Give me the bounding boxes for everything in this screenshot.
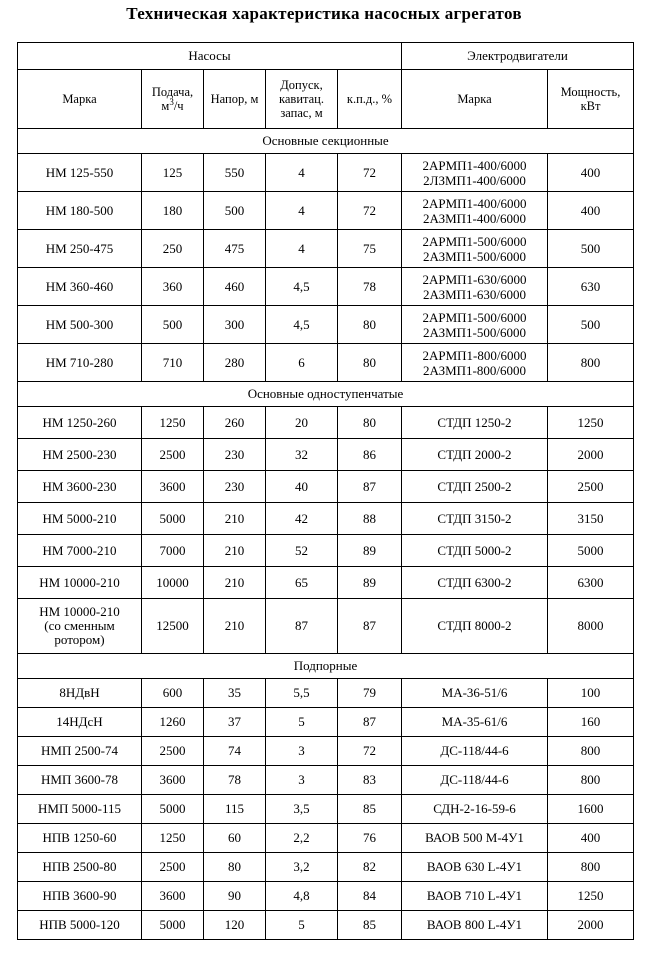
flow-cell: 10000 [142, 567, 204, 599]
npsh-cell: 3,2 [266, 853, 338, 882]
flow-cell: 12500 [142, 599, 204, 654]
pump-brand-cell [18, 306, 142, 344]
head-cell: 260 [204, 407, 266, 439]
power-cell: 800 [548, 344, 634, 382]
pump-brand: НМП 3600-78 [41, 772, 118, 787]
table-row [18, 535, 634, 567]
pump-specs-table [17, 42, 634, 940]
pump-brand: НМП 2500-74 [41, 743, 118, 758]
power-cell: 800 [548, 737, 634, 766]
motor-brand-cell [402, 407, 548, 439]
npsh-cell: 32 [266, 439, 338, 471]
table-row [18, 708, 634, 737]
efficiency-cell: 87 [338, 471, 402, 503]
pump-brand: НМ 10000-210 [39, 604, 120, 619]
pump-brand: (со сменным [44, 618, 115, 633]
pump-brand: НМ 7000-210 [42, 542, 117, 558]
table-row [18, 503, 634, 535]
motor-brand: СТДП 1250-2 [437, 414, 512, 430]
pump-brand: НМ 1250-260 [42, 414, 117, 430]
power-cell: 5000 [548, 535, 634, 567]
power-cell: 6300 [548, 567, 634, 599]
pump-brand-cell [18, 708, 142, 737]
motor-brand-cell [402, 708, 548, 737]
power-cell: 400 [548, 192, 634, 230]
efficiency-cell: 89 [338, 567, 402, 599]
motor-brand: СТДП 2000-2 [437, 446, 512, 462]
head-cell: 300 [204, 306, 266, 344]
motor-brand: СТДП 5000-2 [437, 542, 512, 558]
pump-brand: НПВ 1250-60 [42, 830, 117, 845]
pump-brand-cell [18, 567, 142, 599]
table-row [18, 154, 634, 192]
power-cell: 630 [548, 268, 634, 306]
motor-brand-alt: 2АЗМП1-500/6000 [423, 248, 526, 264]
flow-cell: 180 [142, 192, 204, 230]
efficiency-cell: 84 [338, 882, 402, 911]
pump-brand-cell [18, 766, 142, 795]
pump-brand: НМ 180-500 [45, 202, 114, 218]
header-power: Мощность, кВт [548, 70, 634, 129]
flow-cell: 710 [142, 344, 204, 382]
pump-brand-cell [18, 407, 142, 439]
motor-brand: 2АРМП1-400/6000 [422, 157, 527, 173]
npsh-cell: 2,2 [266, 824, 338, 853]
motor-brand-cell [402, 911, 548, 940]
efficiency-cell: 76 [338, 824, 402, 853]
table-row [18, 471, 634, 503]
pump-brand-cell [18, 737, 142, 766]
motor-brand: 2АРМП1-400/6000 [422, 195, 527, 211]
table-row [18, 344, 634, 382]
npsh-cell: 4,5 [266, 306, 338, 344]
motor-brand-cell [402, 824, 548, 853]
motor-brand: ДС-118/44-6 [440, 743, 509, 758]
motor-brand-cell [402, 535, 548, 567]
flow-cell: 1250 [142, 407, 204, 439]
motor-brand-cell [402, 154, 548, 192]
pump-brand-cell [18, 882, 142, 911]
head-cell: 210 [204, 599, 266, 654]
motor-brand-cell [402, 766, 548, 795]
header-efficiency: к.п.д., % [338, 70, 402, 129]
npsh-cell: 87 [266, 599, 338, 654]
pump-brand-cell [18, 535, 142, 567]
motor-brand: ДС-118/44-6 [440, 772, 509, 787]
head-cell: 37 [204, 708, 266, 737]
npsh-cell: 42 [266, 503, 338, 535]
table-row [18, 766, 634, 795]
motor-brand-alt: 2АЗМП1-800/6000 [423, 362, 526, 378]
flow-cell: 500 [142, 306, 204, 344]
efficiency-cell: 86 [338, 439, 402, 471]
table-row [18, 599, 634, 654]
npsh-cell: 4 [266, 154, 338, 192]
section-header-row [18, 129, 634, 154]
power-cell: 2500 [548, 471, 634, 503]
motor-brand-cell [402, 439, 548, 471]
npsh-cell: 6 [266, 344, 338, 382]
power-cell: 400 [548, 154, 634, 192]
pump-brand-cell [18, 824, 142, 853]
pump-brand-cell [18, 599, 142, 654]
section-title: Основные секционные [18, 129, 634, 154]
pump-brand-cell [18, 853, 142, 882]
pump-brand-cell [18, 679, 142, 708]
power-cell: 800 [548, 853, 634, 882]
flow-cell: 5000 [142, 911, 204, 940]
npsh-cell: 5,5 [266, 679, 338, 708]
power-cell: 500 [548, 230, 634, 268]
pump-brand-cell [18, 230, 142, 268]
motor-brand-cell [402, 471, 548, 503]
power-cell: 8000 [548, 599, 634, 654]
motor-brand-alt: 2ЛЗМП1-400/6000 [423, 172, 526, 188]
flow-cell: 125 [142, 154, 204, 192]
motor-brand: ВАОВ 500 М-4У1 [425, 830, 524, 845]
efficiency-cell: 89 [338, 535, 402, 567]
section-header-row [18, 382, 634, 407]
head-cell: 115 [204, 795, 266, 824]
table-row [18, 268, 634, 306]
head-cell: 78 [204, 766, 266, 795]
npsh-cell: 4,8 [266, 882, 338, 911]
pump-brand-cell [18, 795, 142, 824]
motor-brand-alt: 2АЗМП1-500/6000 [423, 324, 526, 340]
motor-brand: 2АРМП1-800/6000 [422, 347, 527, 363]
power-cell: 100 [548, 679, 634, 708]
pump-brand: НМП 5000-115 [38, 801, 121, 816]
group-header-pumps: Насосы [18, 43, 402, 70]
motor-brand: СТДП 3150-2 [437, 510, 512, 526]
section-header-row [18, 654, 634, 679]
pump-brand: НМ 10000-210 [39, 574, 120, 590]
header-pump-brand: Марка [18, 70, 142, 129]
power-cell: 1250 [548, 882, 634, 911]
section-title: Основные одноступенчатые [18, 382, 634, 407]
flow-cell: 3600 [142, 471, 204, 503]
motor-brand-cell [402, 737, 548, 766]
head-cell: 90 [204, 882, 266, 911]
head-cell: 210 [204, 503, 266, 535]
document-title: Техническая характеристика насосных агрегатов [126, 4, 522, 23]
motor-brand-cell [402, 230, 548, 268]
pump-brand-cell [18, 154, 142, 192]
flow-cell: 2500 [142, 439, 204, 471]
section-title: Подпорные [18, 654, 634, 679]
motor-brand-cell [402, 503, 548, 535]
efficiency-cell: 83 [338, 766, 402, 795]
table-row [18, 911, 634, 940]
efficiency-cell: 72 [338, 737, 402, 766]
table-row [18, 737, 634, 766]
table-row [18, 679, 634, 708]
npsh-cell: 3,5 [266, 795, 338, 824]
npsh-cell: 4 [266, 192, 338, 230]
power-cell: 400 [548, 824, 634, 853]
motor-brand: ВАОВ 630 L-4У1 [426, 859, 523, 874]
motor-brand-cell [402, 306, 548, 344]
table-row [18, 306, 634, 344]
head-cell: 475 [204, 230, 266, 268]
head-cell: 230 [204, 471, 266, 503]
motor-brand-cell [402, 853, 548, 882]
flow-cell: 5000 [142, 795, 204, 824]
motor-brand: СТДП 8000-2 [437, 618, 512, 633]
efficiency-cell: 79 [338, 679, 402, 708]
pump-brand-cell [18, 344, 142, 382]
pump-brand-cell [18, 192, 142, 230]
pump-brand: НМ 125-550 [45, 164, 114, 180]
table-row [18, 439, 634, 471]
pump-brand: НМ 3600-230 [42, 478, 117, 494]
pump-brand-cell [18, 503, 142, 535]
pump-brand: 8НДвН [59, 685, 100, 700]
group-header-motors: Электродвигатели [402, 43, 634, 70]
motor-brand-cell [402, 192, 548, 230]
power-cell: 1600 [548, 795, 634, 824]
head-cell: 35 [204, 679, 266, 708]
npsh-cell: 52 [266, 535, 338, 567]
efficiency-cell: 80 [338, 407, 402, 439]
header-flow [142, 70, 204, 129]
motor-brand: СТДП 6300-2 [437, 574, 512, 590]
header-npsh: Допуск, кавитац. запас, м [266, 70, 338, 129]
pump-brand: НМ 360-460 [45, 278, 114, 294]
header-flow-sup: 3 [169, 96, 174, 107]
pump-brand: НМ 710-280 [45, 354, 114, 370]
table-row [18, 824, 634, 853]
header-motor-brand: Марка [402, 70, 548, 129]
motor-brand: ВАОВ 710 L-4У1 [426, 888, 523, 903]
head-cell: 500 [204, 192, 266, 230]
efficiency-cell: 85 [338, 911, 402, 940]
power-cell: 1250 [548, 407, 634, 439]
pump-brand: НМ 250-475 [45, 240, 114, 256]
power-cell: 800 [548, 766, 634, 795]
motor-brand-cell [402, 344, 548, 382]
head-cell: 80 [204, 853, 266, 882]
efficiency-cell: 88 [338, 503, 402, 535]
efficiency-cell: 78 [338, 268, 402, 306]
pump-brand: НПВ 3600-90 [42, 888, 117, 903]
npsh-cell: 20 [266, 407, 338, 439]
flow-cell: 600 [142, 679, 204, 708]
motor-brand: 2АРМП1-630/6000 [422, 271, 527, 287]
head-cell: 550 [204, 154, 266, 192]
npsh-cell: 3 [266, 737, 338, 766]
pump-brand: НПВ 5000-120 [39, 917, 120, 932]
flow-cell: 360 [142, 268, 204, 306]
pump-brand: НМ 5000-210 [42, 510, 117, 526]
power-cell: 160 [548, 708, 634, 737]
table-row [18, 192, 634, 230]
header-flow-text: Подача, м [151, 85, 194, 113]
motor-brand-cell [402, 567, 548, 599]
motor-brand-cell [402, 679, 548, 708]
npsh-cell: 5 [266, 911, 338, 940]
flow-cell: 5000 [142, 503, 204, 535]
motor-brand: ВАОВ 800 L-4У1 [426, 917, 523, 932]
head-cell: 460 [204, 268, 266, 306]
table-row [18, 407, 634, 439]
npsh-cell: 40 [266, 471, 338, 503]
npsh-cell: 65 [266, 567, 338, 599]
table-row [18, 567, 634, 599]
table-row [18, 853, 634, 882]
head-cell: 60 [204, 824, 266, 853]
table-row [18, 230, 634, 268]
efficiency-cell: 82 [338, 853, 402, 882]
flow-cell: 3600 [142, 766, 204, 795]
motor-brand: СДН-2-16-59-6 [433, 801, 516, 816]
pump-brand: НМ 500-300 [45, 316, 114, 332]
npsh-cell: 5 [266, 708, 338, 737]
pump-brand-cell [18, 471, 142, 503]
pump-brand-cell [18, 911, 142, 940]
efficiency-cell: 80 [338, 306, 402, 344]
flow-cell: 2500 [142, 737, 204, 766]
power-cell: 2000 [548, 911, 634, 940]
head-cell: 210 [204, 567, 266, 599]
power-cell: 2000 [548, 439, 634, 471]
motor-brand: МА-35-61/6 [441, 714, 508, 729]
pump-brand: 14НДсН [56, 714, 103, 729]
flow-cell: 2500 [142, 853, 204, 882]
flow-cell: 250 [142, 230, 204, 268]
motor-brand-cell [402, 268, 548, 306]
power-cell: 500 [548, 306, 634, 344]
efficiency-cell: 85 [338, 795, 402, 824]
flow-cell: 7000 [142, 535, 204, 567]
flow-cell: 1260 [142, 708, 204, 737]
efficiency-cell: 87 [338, 708, 402, 737]
npsh-cell: 4 [266, 230, 338, 268]
efficiency-cell: 80 [338, 344, 402, 382]
motor-brand: МА-36-51/6 [441, 685, 508, 700]
npsh-cell: 4,5 [266, 268, 338, 306]
power-cell: 3150 [548, 503, 634, 535]
pump-brand-cell [18, 439, 142, 471]
motor-brand-cell [402, 882, 548, 911]
header-head: Напор, м [204, 70, 266, 129]
pump-brand: НПВ 2500-80 [42, 859, 117, 874]
pump-brand-cell [18, 268, 142, 306]
head-cell: 74 [204, 737, 266, 766]
motor-brand-cell [402, 599, 548, 654]
head-cell: 280 [204, 344, 266, 382]
head-cell: 120 [204, 911, 266, 940]
motor-brand: 2АРМП1-500/6000 [422, 233, 527, 249]
efficiency-cell: 72 [338, 154, 402, 192]
motor-brand-cell [402, 795, 548, 824]
efficiency-cell: 72 [338, 192, 402, 230]
table-row [18, 795, 634, 824]
npsh-cell: 3 [266, 766, 338, 795]
head-cell: 230 [204, 439, 266, 471]
header-flow-unit: /ч [173, 99, 184, 113]
motor-brand: 2АРМП1-500/6000 [422, 309, 527, 325]
flow-cell: 1250 [142, 824, 204, 853]
pump-brand: НМ 2500-230 [42, 446, 117, 462]
efficiency-cell: 87 [338, 599, 402, 654]
pump-brand: ротором) [54, 632, 105, 647]
flow-cell: 3600 [142, 882, 204, 911]
table-row [18, 882, 634, 911]
motor-brand-alt: 2АЗМП1-400/6000 [423, 210, 526, 226]
motor-brand: СТДП 2500-2 [437, 478, 512, 494]
motor-brand-alt: 2АЗМП1-630/6000 [423, 286, 526, 302]
head-cell: 210 [204, 535, 266, 567]
efficiency-cell: 75 [338, 230, 402, 268]
